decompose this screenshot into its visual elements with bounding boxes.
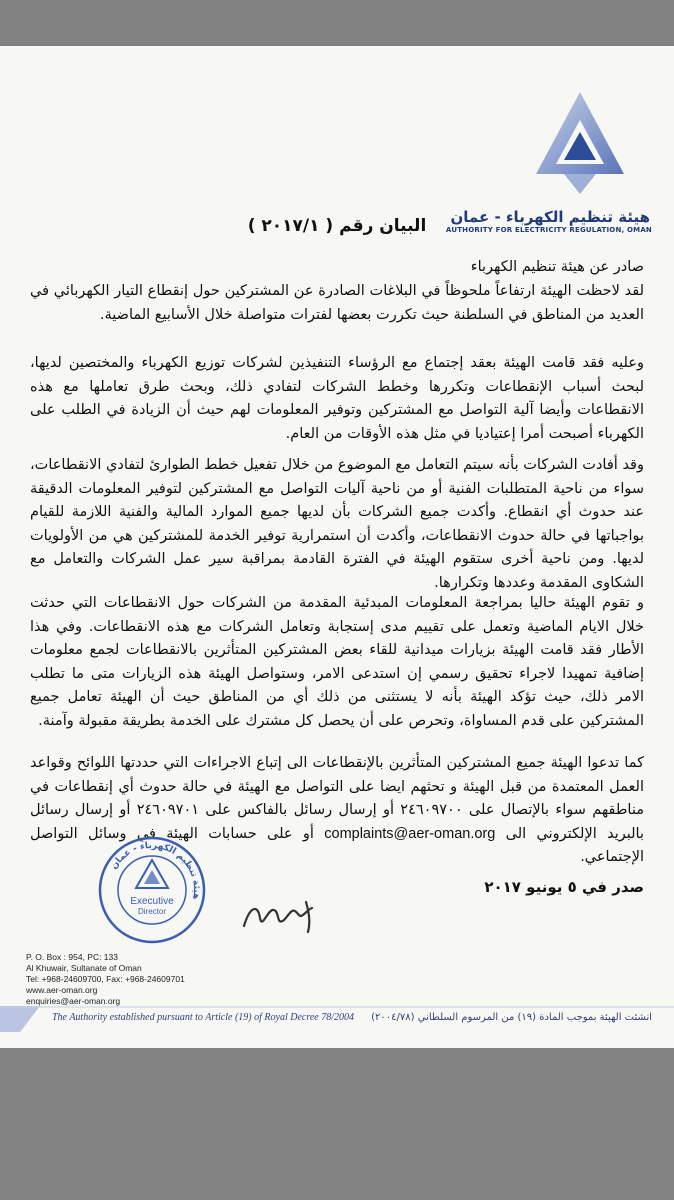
- paragraph-1: [30, 280, 644, 327]
- paragraph-3: [30, 454, 644, 596]
- contact-address: Al Khuwair, Sultanate of Oman: [26, 963, 142, 973]
- triangle-logo-icon: [534, 90, 626, 200]
- footer-english-text: The Authority established pursuant to Article (19) of Royal Decree 78/2004: [52, 1012, 354, 1023]
- contact-phone-fax: Tel: +968-24609700, Fax: +968-24609701: [26, 974, 185, 984]
- paragraph-1-text: لقد لاحظت الهيئة ارتفاعاً ملحوظاً في البلاغات الصادرة عن المشتركين حول إنقطاع التيار الكهربائي في العديد من المناطق في السلطنة حيث تكررت بعضها لفترات متواصلة خلال الأسابيع الماضية.: [30, 283, 644, 323]
- footer-arabic-text: انشئت الهيئة بموجب المادة (١٩) من المرسوم السلطاني (٢٠٠٤/٧٨): [371, 1012, 652, 1023]
- stamp-center-line2: Director: [137, 907, 167, 916]
- paragraph-5-text-after: أو على حسابات الهيئة في وسائل التواصل الإجتماعي.: [30, 825, 644, 866]
- paragraph-2-text: وعليه فقد قامت الهيئة بعقد إجتماع مع الرؤساء التنفيذين لشركات توزيع الكهرباء والمختصين لديها، لبحث أسباب الإنقطاعات وتكررها وخطط الشركات لتفادي ذلك، وبحث طرق تعاملها مع هذه الانقطاعات وأيضا آلية التواصل مع المشتركين وتوفير المعلومات لهم حيث أن الزيادة في الطلب على الكهرباء أصبحت أمرا إعتياديا في مثل هذه الأوقات من العام.: [30, 355, 644, 442]
- contact-website[interactable]: www.aer-oman.org: [26, 985, 98, 995]
- document-page: [0, 46, 674, 1048]
- complaints-email-link[interactable]: complaints@aer-oman.org: [324, 825, 496, 842]
- issued-date: صدر في ٥ يونيو ٢٠١٧: [484, 878, 644, 896]
- logo-english-name: AUTHORITY FOR ELECTRICITY REGULATION, OMAN: [445, 226, 652, 234]
- paragraph-4: [30, 592, 644, 734]
- svg-text:هيئة تنظيم الكهرباء - عمان: [109, 841, 201, 900]
- statement-title: البيان رقم ( ٢٠١٧/١ ): [247, 216, 427, 236]
- statement-issuer: صادر عن هيئة تنظيم الكهرباء: [470, 259, 644, 275]
- contact-email[interactable]: enquiries@aer-oman.org: [26, 996, 121, 1006]
- signature-icon: [240, 896, 320, 936]
- stamp-center-line1: Executive: [130, 896, 174, 907]
- logo-arabic-name: هيئة تنظيم الكهرباء - عمان: [450, 208, 650, 226]
- stamp-ring-text: هيئة تنظيم الكهرباء - عمان: [109, 840, 202, 901]
- paragraph-3-text: وقد أفادت الشركات بأنه سيتم التعامل مع الموضوع من خلال تفعيل خطط الطوارئ لتفادي الانقطاعات، سواء من ناحية المتطلبات الفنية أو من ناحية آليات التواصل مع المشتركين لتوفير المعلومات الدقيقة عند حدوث أي انقطاع. وأكدت جميع الشركات بأن لديها جميع الموارد المالية والفنية اللازمة للقيام بواجباتها في حالة حدوث الانقطاعات، وأكدت أن استمرارية توفير الخدمة للمشتركين هي من الأولويات لديها. ومن ناحية أخرى ستقوم الهيئة في الفترة القادمة بمراقبة سير عمل الشركات والتعامل مع الشكاوى المقدمة وعددها وتكرارها.: [30, 457, 644, 591]
- bottom-bar: [0, 1048, 674, 1200]
- paragraph-2: [30, 352, 644, 446]
- official-stamp-icon: [96, 834, 208, 946]
- paragraph-4-text: و تقوم الهيئة حاليا بمراجعة المعلومات المبدئية المقدمة من الشركات حول الانقطاعات التي حدثت خلال الايام الماضية وتعمل على تقييم مدى إستجابة وتعامل الشركات مع هذه الانقطاعات. وفي هذا الأطار فقد قامت الهيئة بزيارات ميدانية للقاء بعض المشتركين المتأثرين بالانقطاعات لجمع معلومات إضافية تمهيدا لاجراء تحقيق رسمي إن استدعى الامر، وستواصل الهيئة هذه الزيارات متى ما تطلب الامر ذلك، حيث تؤكد الهيئة بأنه لا يستثنى من ذلك أي من المناطق حيث أن الهيئة تعامل جميع المشتركين على قدم المساواة، وتحرص على أن يحصل كل مشترك على الخدمة بطريقة مقبولة وآمنة.: [30, 595, 644, 729]
- contact-po-box: P. O. Box : 954, PC: 133: [26, 952, 118, 962]
- paragraph-5-text-before: كما تدعوا الهيئة جميع المشتركين المتأثرين بالإنقطاعات الى إتباع الاجراءات التي حددتها اللوائح وقواعد العمل المعتمدة من قبل الهيئة و تحثهم ايضا على التواصل مع الهيئة في حالة حدوث أي إنقطاعات في مناطقهم سواء بالإتصال على ٢٤٦٠٩٧٠٠ أو إرسال رسائل بالفاكس على ٢٤٦٠٩٧٠١ أو إرسال رسائل بالبريد الإلكتروني الى: [30, 755, 644, 842]
- top-bar: [0, 0, 674, 46]
- contact-block: [26, 952, 185, 1007]
